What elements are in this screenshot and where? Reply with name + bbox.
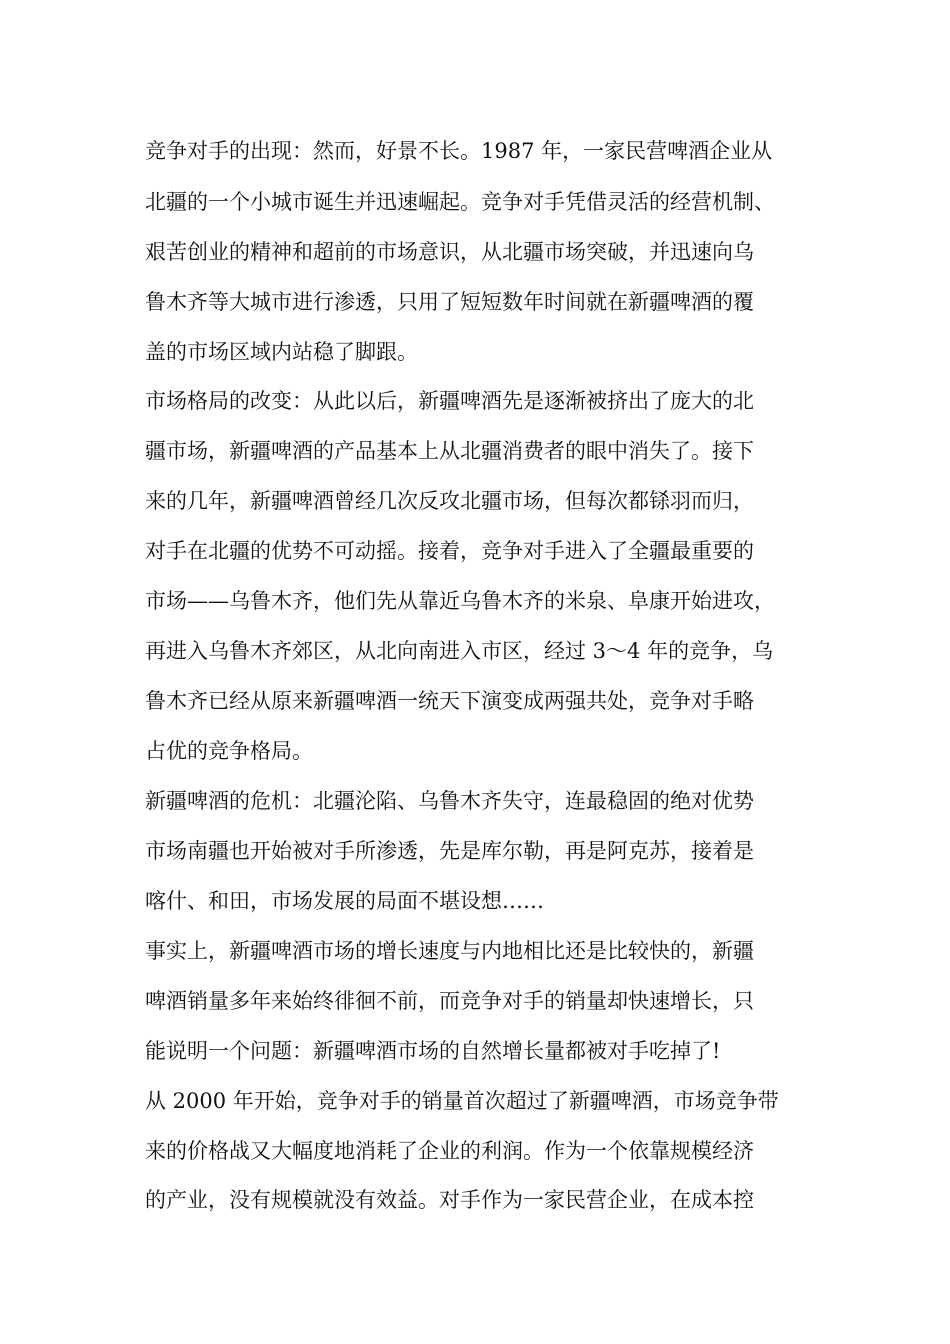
- text-line: 来的几年，新疆啤酒曾经几次反攻北疆市场，但每次都铩羽而归，: [145, 489, 754, 513]
- text-line: 疆市场，新疆啤酒的产品基本上从北疆消费者的眼中消失了。接下: [145, 439, 754, 463]
- text-line: 对手在北疆的优势不可动摇。接着，竞争对手进入了全疆最重要的: [145, 539, 754, 563]
- text-line: 能说明一个问题：新疆啤酒市场的自然增长量都被对手吃掉了!: [145, 1039, 721, 1063]
- text-line: 再进入乌鲁木齐郊区，从北向南进入市区，经过 3～4 年的竞争，乌: [145, 639, 774, 663]
- text-line: 市场格局的改变：从此以后，新疆啤酒先是逐渐被挤出了庞大的北: [145, 389, 754, 413]
- text-line: 新疆啤酒的危机：北疆沦陷、乌鲁木齐失守，连最稳固的绝对优势: [145, 789, 754, 813]
- text-line: 市场——乌鲁木齐，他们先从靠近乌鲁木齐的米泉、阜康开始进攻，: [145, 589, 775, 613]
- text-line: 的产业，没有规模就没有效益。对手作为一家民营企业，在成本控: [145, 1188, 754, 1212]
- text-line: 啤酒销量多年来始终徘徊不前，而竞争对手的销量却快速增长，只: [145, 989, 754, 1013]
- text-line: 从 2000 年开始，竞争对手的销量首次超过了新疆啤酒，市场竞争带: [145, 1089, 779, 1113]
- text-line: 事实上，新疆啤酒市场的增长速度与内地相比还是比较快的，新疆: [145, 939, 754, 963]
- text-line: 艰苦创业的精神和超前的市场意识，从北疆市场突破，并迅速向乌: [145, 240, 754, 264]
- text-line: 喀什、和田，市场发展的局面不堪设想……: [145, 889, 544, 913]
- text-line: 盖的市场区域内站稳了脚跟。: [145, 340, 418, 364]
- text-line: 市场南疆也开始被对手所渗透，先是库尔勒，再是阿克苏，接着是: [145, 839, 754, 863]
- text-line: 鲁木齐已经从原来新疆啤酒一统天下演变成两强共处，竞争对手略: [145, 689, 754, 713]
- text-line: 竞争对手的出现：然而，好景不长。1987 年，一家民营啤酒企业从: [145, 139, 773, 163]
- text-line: 鲁木齐等大城市进行渗透，只用了短短数年时间就在新疆啤酒的覆: [145, 290, 754, 314]
- text-line: 占优的竞争格局。: [145, 739, 313, 763]
- text-line: 来的价格战又大幅度地消耗了企业的利润。作为一个依靠规模经济: [145, 1139, 754, 1163]
- text-line: 北疆的一个小城市诞生并迅速崛起。竞争对手凭借灵活的经营机制、: [145, 190, 775, 214]
